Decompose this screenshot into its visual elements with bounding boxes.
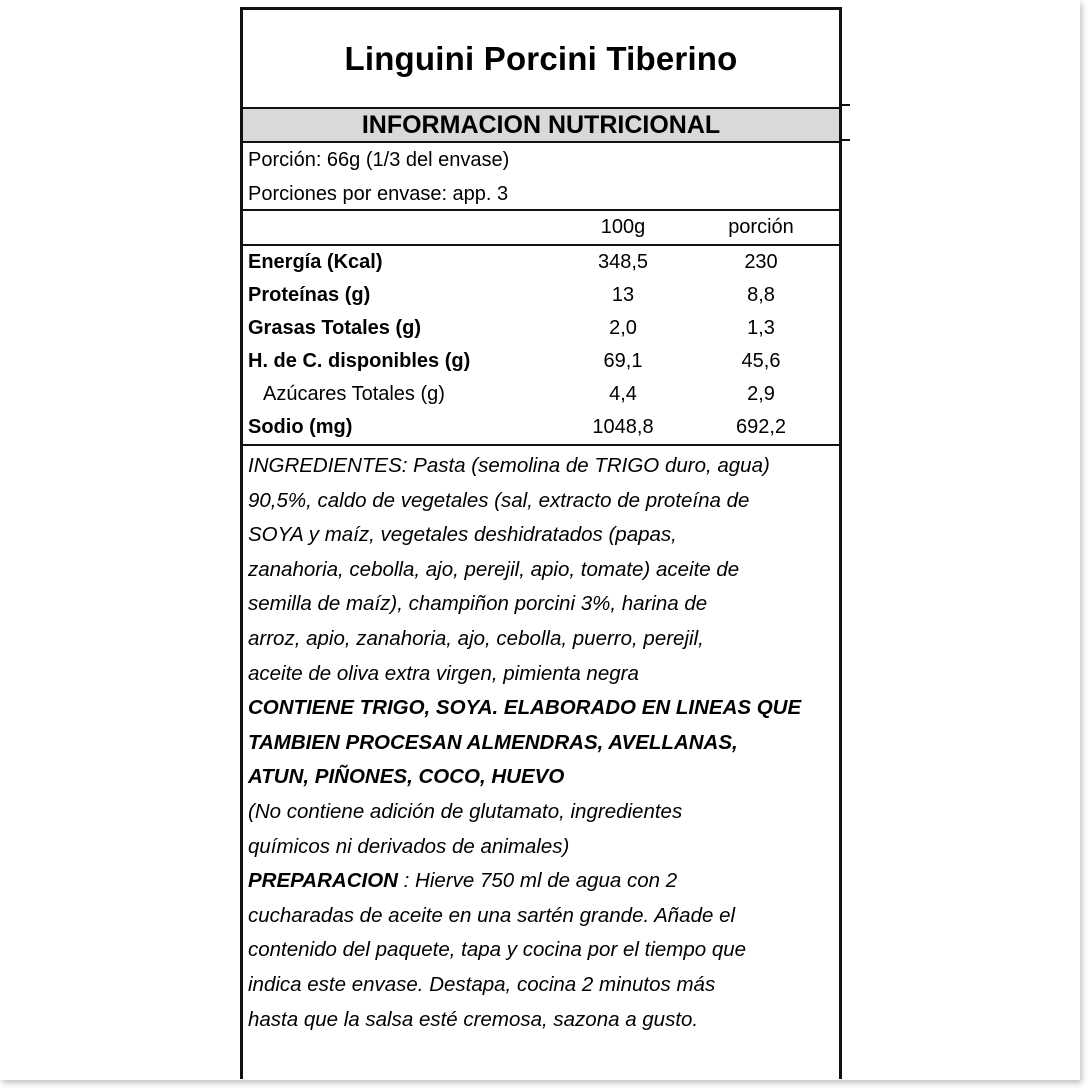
servings-per-container: Porciones por envase: app. 3 <box>243 177 839 211</box>
title-box <box>243 10 839 109</box>
col-portion-header: porción <box>683 211 839 245</box>
preparation-text: : Hierve 750 ml de agua con 2 <box>397 869 678 893</box>
preparation-line: cucharadas de aceite en una sartén grande. Añade el <box>248 903 736 927</box>
row-label: Sodio (mg) <box>243 411 563 445</box>
preparation-label: PREPARACION <box>248 869 398 893</box>
value-100g: 348,5 <box>597 251 649 273</box>
value-portion: 1,3 <box>747 317 775 339</box>
value-portion: 8,8 <box>747 284 775 306</box>
preparation-first-line <box>248 864 833 899</box>
ingredients-line: semilla de maíz), champiñon porcini 3%, harina de <box>248 592 708 616</box>
nutrition-label <box>240 7 842 1079</box>
ingredients-text <box>243 446 839 1037</box>
row-label: Proteínas (g) <box>248 284 371 306</box>
value-100g: 13 <box>611 284 635 306</box>
preparation-line: contenido del paquete, tapa y cocina por el tiempo que <box>248 938 747 962</box>
row-label: H. de C. disponibles (g) <box>248 350 471 372</box>
allergen-line: TAMBIEN PROCESAN ALMENDRAS, AVELLANAS, <box>248 730 738 754</box>
table-row <box>243 279 839 312</box>
table-row <box>243 312 839 345</box>
ingredients-line: aceite de oliva extra virgen, pimienta negra <box>248 661 639 685</box>
table-row <box>243 245 839 279</box>
table-row <box>243 378 839 411</box>
table-row <box>243 411 839 445</box>
header-border-tick <box>842 139 850 141</box>
value-100g: 1048,8 <box>563 411 683 445</box>
preparation-line: hasta que la salsa esté cremosa, sazona a gusto. <box>248 1007 699 1031</box>
value-portion: 692,2 <box>683 411 839 445</box>
note-line: químicos ni derivados de animales) <box>248 834 570 858</box>
value-100g: 2,0 <box>609 317 637 339</box>
ingredients-line: zanahoria, cebolla, ajo, perejil, apio, tomate) aceite de <box>248 557 740 581</box>
col-100g-header: 100g <box>563 211 683 245</box>
allergen-line: ATUN, PIÑONES, COCO, HUEVO <box>248 765 565 789</box>
preparation-line: indica este envase. Destapa, cocina 2 minutos más <box>248 972 716 996</box>
value-100g: 4,4 <box>609 383 637 405</box>
serving-size: Porción: 66g (1/3 del envase) <box>248 149 510 171</box>
product-title: Linguini Porcini Tiberino <box>344 39 738 77</box>
value-portion: 230 <box>744 251 778 273</box>
value-portion: 45,6 <box>741 350 781 372</box>
value-portion: 2,9 <box>747 383 775 405</box>
ingredients-line: arroz, apio, zanahoria, ajo, cebolla, puerro, perejil, <box>248 626 704 650</box>
ingredients-line: SOYA y maíz, vegetales deshidratados (papas, <box>248 523 677 547</box>
allergen-line: CONTIENE TRIGO, SOYA. ELABORADO EN LINEAS QUE <box>248 696 802 720</box>
row-label: Azúcares Totales (g) <box>263 383 445 405</box>
row-label: Energía (Kcal) <box>248 251 383 273</box>
ingredients-line: INGREDIENTES: Pasta (semolina de TRIGO duro, agua) <box>248 454 770 477</box>
table-header-row <box>243 211 839 245</box>
header-border-tick <box>842 104 850 106</box>
table-row <box>243 345 839 378</box>
nutrition-header: INFORMACION NUTRICIONAL <box>243 109 839 143</box>
note-line: (No contiene adición de glutamato, ingredientes <box>248 799 683 823</box>
row-label: Grasas Totales (g) <box>248 317 422 339</box>
ingredients-line: 90,5%, caldo de vegetales (sal, extracto de proteína de <box>248 488 750 512</box>
value-100g: 69,1 <box>603 350 643 372</box>
nutrition-table <box>243 211 839 446</box>
